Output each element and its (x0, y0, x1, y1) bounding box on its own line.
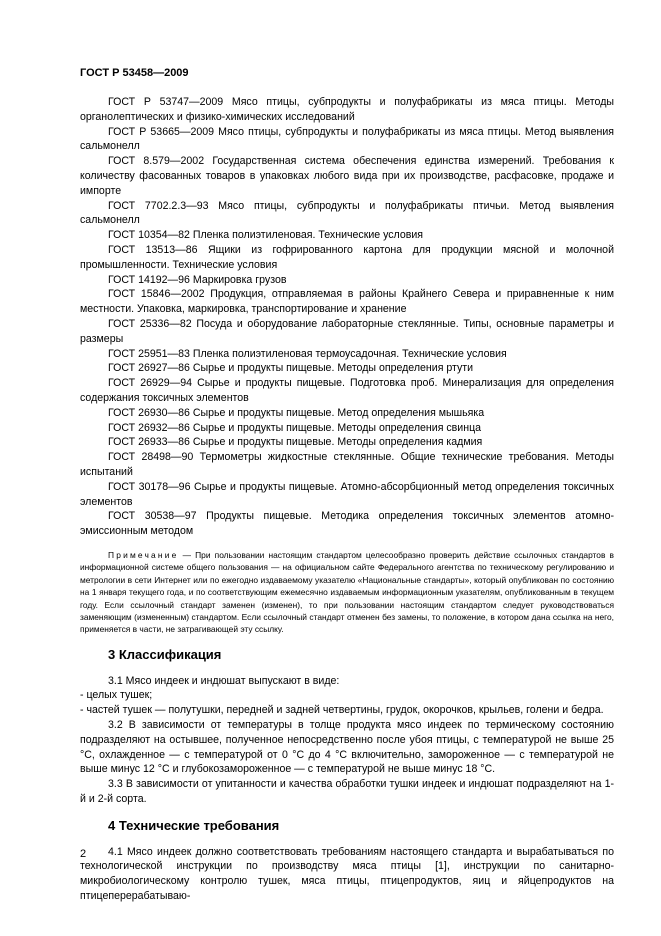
reference-item: ГОСТ 30178—96 Сырье и продукты пищевые. Атомно-абсорбционный метод определения токсичных элементов (80, 480, 614, 508)
section-3-paragraph: 3.2 В зависимости от температуры в толще продукта мясо индеек по термическому состоянию подразделяют на остывшее, полученное непосредственно после убоя птицы, с температурой не выше 25 °С, охлажденное — с температурой от 0 °С до 4 °С включительно, замороженное — с температурой не выше минус 12 °С и глубокозамороженное — с температурой не выше минус 18 °С. (80, 718, 614, 776)
reference-item: ГОСТ 26929—94 Сырье и продукты пищевые. Подготовка проб. Минерализация для определения содержания токсичных элементов (80, 377, 614, 404)
section-4-paragraph: 4.1 Мясо индеек должно соответствовать требованиям настоящего стандарта и вырабатываться по технологической инструкции по производству мяса птицы [1], инструкции по санитарно-микробиологическому контролю тушек, мяса птицы, птицепродуктов, яиц и яйцепродуктов на птицеперерабатываю- (80, 845, 614, 902)
reference-item: ГОСТ 15846—2002 Продукция, отправляемая в районы Крайнего Севера и приравненные к ним местности. Упаковка, маркировка, транспортирование и хранение (80, 288, 614, 316)
page-number: 2 (80, 848, 87, 860)
reference-item: ГОСТ 30538—97 Продукты пищевые. Методика определения токсичных элементов атомно-эмиссионным методом (80, 510, 614, 538)
reference-item: ГОСТ Р 53747—2009 Мясо птицы, субпродукты и полуфабрикаты из мяса птицы. Методы органолептических и физико-химических исследований (80, 96, 614, 123)
section-3-title: 3 Классификация (108, 646, 222, 662)
reference-item: ГОСТ 10354—82 Пленка полиэтиленовая. Технические условия (108, 229, 424, 242)
normative-references (80, 95, 614, 539)
reference-item: ГОСТ 7702.2.3—93 Мясо птицы, субпродукты и полуфабрикаты птичьи. Метод выявления сальмонелл (80, 199, 614, 227)
reference-item: ГОСТ 25951—83 Пленка полиэтиленовая термоусадочная. Технические условия (108, 347, 507, 360)
reference-item: ГОСТ 26932—86 Сырье и продукты пищевые. Методы определения свинца (108, 421, 482, 434)
reference-item: ГОСТ 14192—96 Маркировка грузов (108, 273, 287, 286)
document-body (80, 95, 614, 904)
reference-item: ГОСТ 26927—86 Сырье и продукты пищевые. Методы определения ртути (108, 362, 474, 375)
reference-item: ГОСТ Р 53665—2009 Мясо птицы, субпродукты и полуфабрикаты из мяса птицы. Метод выявления сальмонелл (80, 125, 614, 153)
section-3-paragraph: 3.3 В зависимости от упитанности и качества обработки тушки индеек и индюшат подразделяют на 1-й и 2-й сорта. (80, 778, 614, 805)
reference-item: ГОСТ 13513—86 Ящики из гофрированного картона для продукции мясной и молочной промышленности. Технические условия (80, 243, 614, 271)
document-header: ГОСТ Р 53458—2009 (80, 67, 189, 79)
reference-item: ГОСТ 26930—86 Сырье и продукты пищевые. Метод определения мышьяка (108, 406, 485, 419)
section-4-title: 4 Технические требования (108, 817, 280, 833)
section-3-paragraph: 3.1 Мясо индеек и индюшат выпускают в виде: (108, 674, 340, 687)
reference-item: ГОСТ 25336—82 Посуда и оборудование лабораторные стеклянные. Типы, основные параметры и размеры (80, 317, 614, 345)
list-item: - целых тушек; (80, 689, 153, 702)
list-item: - частей тушек — полутушки, передней и задней четвертины, грудок, окорочков, крыльев, голени и бедра. (80, 704, 604, 717)
note (80, 549, 614, 636)
note-text: — При пользовании настоящим стандартом целесообразно проверить действие ссылочных стандартов в информационной системе общего пользования — на официальном сайте Федерального агентства по техническому регулированию и метрологии в сети Интернет или по ежегодно издаваемому указателю «Национальные стандарты», который опубликован по состоянию на 1 января текущего года, и по соответствующим ежемесячно издаваемым информационным указателям, опубликованным в текущем году. Если ссылочный стандарт заменен (изменен), то при пользовании настоящим стандартом следует руководствоваться заменяющим (измененным) стандартом. Если ссылочный стандарт отменен без замены, то положение, в котором дана ссылка на него, применяется в части, не затрагивающей эту ссылку. (80, 549, 614, 635)
reference-item: ГОСТ 28498—90 Термометры жидкостные стеклянные. Общие технические требования. Методы испытаний (80, 451, 614, 478)
note-label: Примечание (108, 549, 179, 560)
reference-item: ГОСТ 26933—86 Сырье и продукты пищевые. Методы определения кадмия (108, 436, 483, 449)
reference-item: ГОСТ 8.579—2002 Государственная система обеспечения единства измерений. Требования к количеству фасованных товаров в упаковках любого вида при их производстве, расфасовке, продаже и импорте (80, 155, 614, 197)
